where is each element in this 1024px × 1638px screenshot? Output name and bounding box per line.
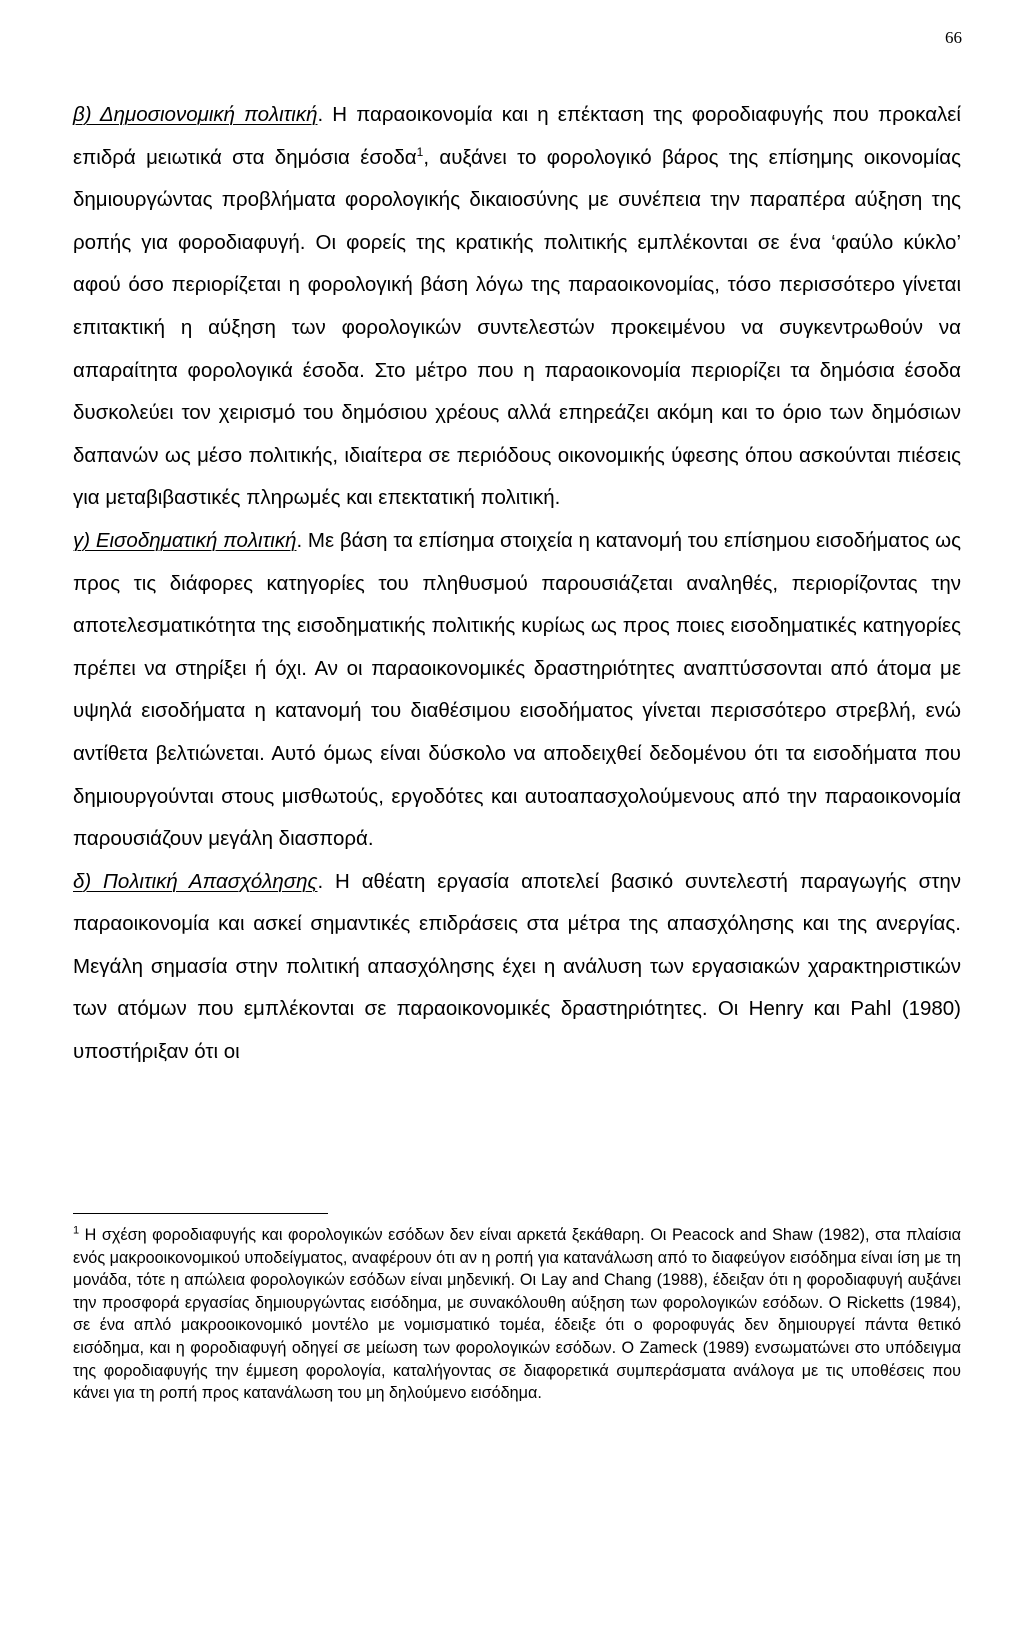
paragraph-text: . Η παραοικονομία και η επέκταση της φοροδιαφυγής που προκαλεί επιδρά μειωτικά στα δημόσια έσοδα — [73, 103, 961, 169]
body-text — [73, 94, 961, 1074]
paragraph-text: . Με βάση τα επίσημα στοιχεία η κατανομή του επίσημου εισοδήματος ως προς τις διάφορες κατηγορίες του πληθυσμού παρουσιάζεται αναληθές, περιορίζοντας την αποτελεσματικότητα της εισοδηματικής πολιτικής κυρίως ως προς ποιες εισοδηματικές κατηγορίες πρέπει να στηρίξει ή όχι. Αν οι παραοικονομικές δραστηριότητες αναπτύσσονται από άτομα με υψηλά εισοδήματα η κατανομή του διαθέσιμου εισοδήματος γίνεται περισσότερο στρεβλή, ενώ αντίθετα βελτιώνεται. Αυτό όμως είναι δύσκολο να αποδειχθεί δεδομένου ότι τα εισοδήματα που δημιουργούνται στους μισθωτούς, εργοδότες και αυτοαπασχολούμενους από την παραοικονομία παρουσιάζουν μεγάλη διασπορά. — [73, 528, 961, 851]
footnote-text: Η σχέση φοροδιαφυγής και φορολογικών εσόδων δεν είναι αρκετά ξεκάθαρη. Οι Peacock and Shaw (1982), στα πλαίσια ενός μακροοικονομικού υποδείγματος, αναφέρουν ότι αν η ροπή για κατανάλωση από το διαφεύγον εισόδημα είναι ίση με τη μονάδα, τότε η απώλεια φορολογικών εσόδων είναι μηδενική. Οι Lay and Chang (1988), έδειξαν ότι η φοροδιαφυγή αυξάνει την προσφορά εργασίας δημιουργώντας εισόδημα, με συνακόλουθη αύξηση των φορολογικών εσόδων. Ο Ricketts (1984), σε ένα απλό μακροοικονομικό μοντέλο με νομισματικό τομέα, έδειξε ότι ο φοροφυγάς δεν δημιουργεί πάντα θετικό εισόδημα, και η φοροδιαφυγή οδηγεί σε μείωση των φορολογικών εσόδων. Ο Zameck (1989) ενσωματώνει στο υπόδειγμα της φοροδιαφυγής την έμμεση φορολογία, καταλήγοντας σε διαφορετικά συμπεράσματα ανάλογα με τις υποθέσεις που κάνει για τη ροπή προς κατανάλωση του μη δηλούμενο εισόδημα. — [73, 1226, 961, 1403]
paragraph-fiscal-policy — [73, 94, 961, 520]
footnote — [73, 1224, 961, 1405]
paragraph-income-policy — [73, 520, 961, 861]
footnote-marker: 1 — [73, 1224, 80, 1237]
paragraph-text: . Η αθέατη εργασία αποτελεί βασικό συντελεστή παραγωγής στην παραοικονομία και ασκεί σημαντικές επιδράσεις στα μέτρα της απασχόλησης και της ανεργίας. Μεγάλη σημασία στην πολιτική απασχόλησης έχει η ανάλυση των εργασιακών χαρακτηριστικών των ατόμων που εμπλέκονται σε παραοικονομικές δραστηριότητες. Οι Henry και Pahl (1980) υποστήριξαν ότι οι — [73, 869, 961, 1064]
paragraph-text: , αυξάνει το φορολογικό βάρος της επίσημης οικονομίας δημιουργώντας προβλήματα φορολογικής δικαιοσύνης με συνέπεια την παραπέρα αύξηση της ροπής για φοροδιαφυγή. Οι φορείς της κρατικής πολιτικής εμπλέκονται σε ένα ‘φαύλο κύκλο’ αφού όσο περιορίζεται η φορολογική βάση λόγω της παραοικονομίας, τόσο περισσότερο γίνεται επιτακτική η αύξηση των φορολογικών συντελεστών προκειμένου να συγκεντρωθούν να απαραίτητα φορολογικά έσοδα. Στο μέτρο που η παραοικονομία περιορίζει τα δημόσια έσοδα δυσκολεύει τον χειρισμό του δημόσιου χρέους αλλά επηρεάζει ακόμη και το όριο των δημόσιων δαπανών ως μέσο πολιτικής, ιδιαίτερα σε περιόδους οικονομικής ύφεσης όπου ασκούνται πιέσεις για μεταβιβαστικές πληρωμές και επεκτατική πολιτική. — [73, 145, 961, 510]
section-title-income-policy: γ) Εισοδηματική πολιτική — [73, 528, 297, 552]
section-title-employment-policy: δ) Πολιτική Απασχόλησης — [73, 869, 318, 893]
section-title-fiscal-policy: β) Δημοσιονομική πολιτική — [73, 103, 318, 126]
page-number: 66 — [945, 28, 962, 47]
paragraph-employment-policy — [73, 861, 961, 1074]
footnote-separator — [73, 1213, 328, 1214]
footnote-reference[interactable]: 1 — [416, 144, 424, 159]
